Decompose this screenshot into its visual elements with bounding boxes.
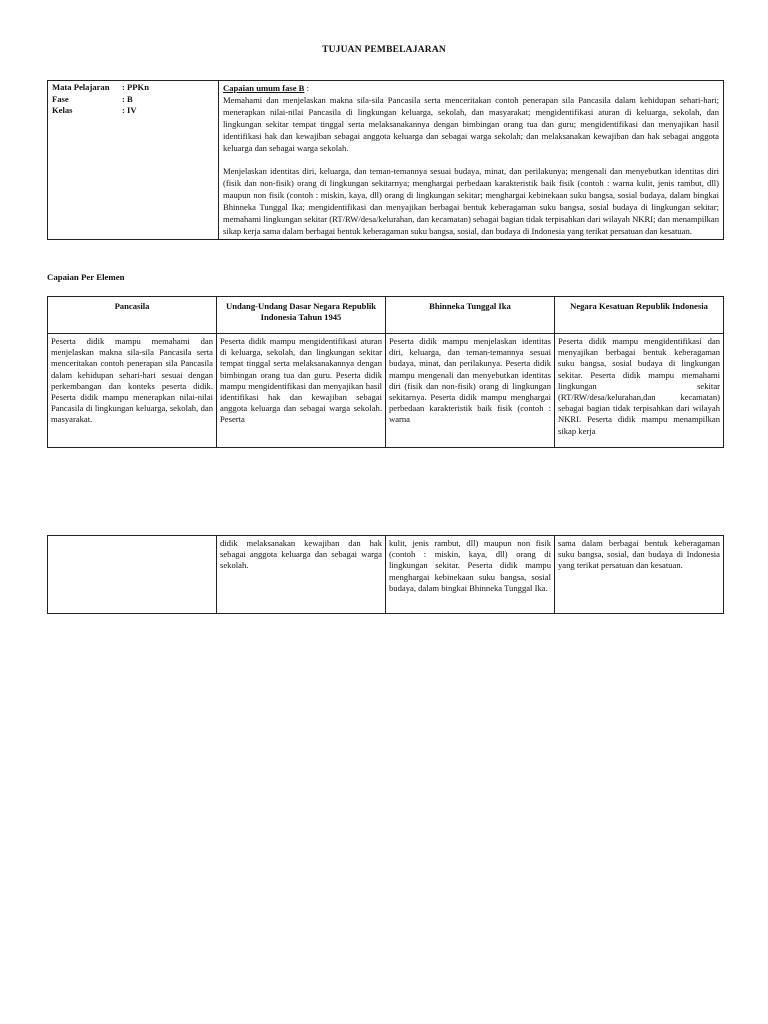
table-row <box>48 536 724 614</box>
cell-nkri-cont: sama dalam berbagai bentuk keberagaman suku bangsa, sosial, dan budaya di Indonesia yang terikat persatuan dan kesatuan. <box>555 536 724 614</box>
phase-label: Fase <box>52 93 69 104</box>
capaian-umum-heading: Capaian umum fase B <box>223 83 305 93</box>
capaian-umum-heading-suffix: : <box>304 83 309 93</box>
info-cell <box>48 81 219 240</box>
info-table <box>47 80 724 240</box>
document-title: TUJUAN PEMBELAJARAN <box>322 45 446 55</box>
cell-pancasila-cont <box>48 536 217 614</box>
cell-text: Peserta didik mampu mengidentifikasi aturan di keluarga, sekolah, dan lingkungan sekitar tempat tinggal serta melaksanakannya dengan bimbingan orang tua dan guru. Peserta didik mampu mengidentifikasi dan menyajikan hasil identifikasi hak dan kewajiban sebagai anggota keluarga dan sebagai warga sekolah. Peserta <box>220 336 382 425</box>
cell-bhinneka <box>386 334 555 448</box>
capaian-umum-heading-line <box>223 82 719 94</box>
cell-text: Peserta didik mampu mengidentifikasi dan menyajikan berbagai bentuk keberagaman suku bangsa, sosial budaya di lingkungan sekitar. Peserta didik mampu memahami lingkungan sekitar (RT/RW/desa/kelurahan,dan kecamatan) sebagai bagian tidak terpisahkan dari wilayah NKRI. Peserta didik mampu menampilkan sikap kerja <box>558 336 720 436</box>
phase-row <box>52 94 214 106</box>
capaian-umum-paragraph-2: Menjelaskan identitas diri, keluarga, dan teman-temannya sesuai budaya, minat, dan perilakunya; mengenali dan menyebutkan identitas diri (fisik dan non-fisik) orang di lingkungan sekitarnya; menghargai perbedaan karakteristik baik fisik (contoh : warna kulit, jenis rambut, dll) maupun non fisik (contoh : miskin, kaya, dll) orang di lingkungan sekitar; menghargai kebinekaan suku bangsa, sosial budaya, dalam bingkai Bhinneka Tunggal Ika; mengidentifikasi dan menyajikan berbagai bentuk keberagaman suku bangsa, sosial budaya di lingkungan sekitar; memahami lingkungan sekitar (RT/RW/desa/kelurahan, dan kecamatan) sebagai bagian tidak terpisahkan dari wilayah NKRI; dan menampilkan sikap kerja sama dalam berbagai bentuk keberagaman suku bangsa, sosial, dan budaya di Indonesia yang terikat persatuan dan kesatuan. <box>223 166 719 236</box>
elements-continuation-table <box>47 535 724 614</box>
class-row <box>52 105 214 117</box>
elements-table <box>47 296 724 448</box>
capaian-umum-cell <box>219 81 724 240</box>
header-uud-1945: Undang-Undang Dasar Negara Republik Indonesia Tahun 1945 <box>217 297 386 334</box>
cell-bhinneka-cont: kulit, jenis rambut, dll) maupun non fisik (contoh : miskin, kaya, dll) orang di lingkungan sekitar. Peserta didik mampu menghargai kebinekaan suku bangsa, sosial budaya, dalam bingkai Bhinneka Tunggal Ika. <box>386 536 555 614</box>
capaian-umum-paragraph-1: Memahami dan menjelaskan makna sila-sila Pancasila serta menceritakan contoh penerapan sila Pancasila dalam kehidupan sehari-hari; menerapkan nilai-nilai Pancasila di lingkungan keluarga, sekolah, dan masyarakat; mengidentifikasi aturan di keluarga, sekolah, dan lingkungan sekitar tempat tinggal serta melaksanakannya dengan bimbingan orang tua dan guru; mengidentifikasi dan menyajikan hasil identifikasi hak dan kewajiban sebagai anggota keluarga dan sebagai warga sekolah; dan melaksanakan kewajiban dan hak sebagai anggota keluarga dan sebagai warga sekolah. <box>223 95 719 153</box>
section-label: Capaian Per Elemen <box>47 272 125 282</box>
elements-header-row <box>48 297 724 334</box>
cell-text: Peserta didik mampu memahami dan menjelaskan makna sila-sila Pancasila serta menceritakan contoh penerapan sila Pancasila dalam kehidupan sehari-hari sesuai dengan perkembangan dan konteks peserta didik. Peserta didik mampu menerapkan nilai-nilai Pancasila di lingkungan keluarga, sekolah, dan masyarakat. <box>51 336 213 425</box>
header-nkri: Negara Kesatuan Republik Indonesia <box>555 297 724 334</box>
subject-value: : PPKn <box>122 82 149 92</box>
cell-pancasila <box>48 334 217 448</box>
class-label: Kelas <box>52 105 73 115</box>
subject-label: Mata Pelajaran <box>52 82 110 92</box>
subject-row <box>52 82 214 94</box>
header-bhinneka: Bhinneka Tunggal Ika <box>386 297 555 334</box>
class-value: : IV <box>122 105 137 115</box>
table-row <box>48 334 724 448</box>
cell-text: Peserta didik mampu menjelaskan identitas diri, keluarga, dan teman-temannya sesuai budaya, minat, dan perilakunya. Peserta didik mampu mengenali dan menyebutkan identitas diri (fisik dan non-fisik) orang di lingkungan sekitarnya. Peserta didik mampu menghargai perbedaan karakteristik baik fisik (contoh : warna <box>389 336 551 425</box>
cell-uud-1945-cont: didik melaksanakan kewajiban dan hak sebagai anggota keluarga dan sebagai warga sekolah. <box>217 536 386 614</box>
cell-uud-1945 <box>217 334 386 448</box>
header-pancasila: Pancasila <box>48 297 217 334</box>
cell-nkri <box>555 334 724 448</box>
phase-value: : B <box>122 93 133 104</box>
